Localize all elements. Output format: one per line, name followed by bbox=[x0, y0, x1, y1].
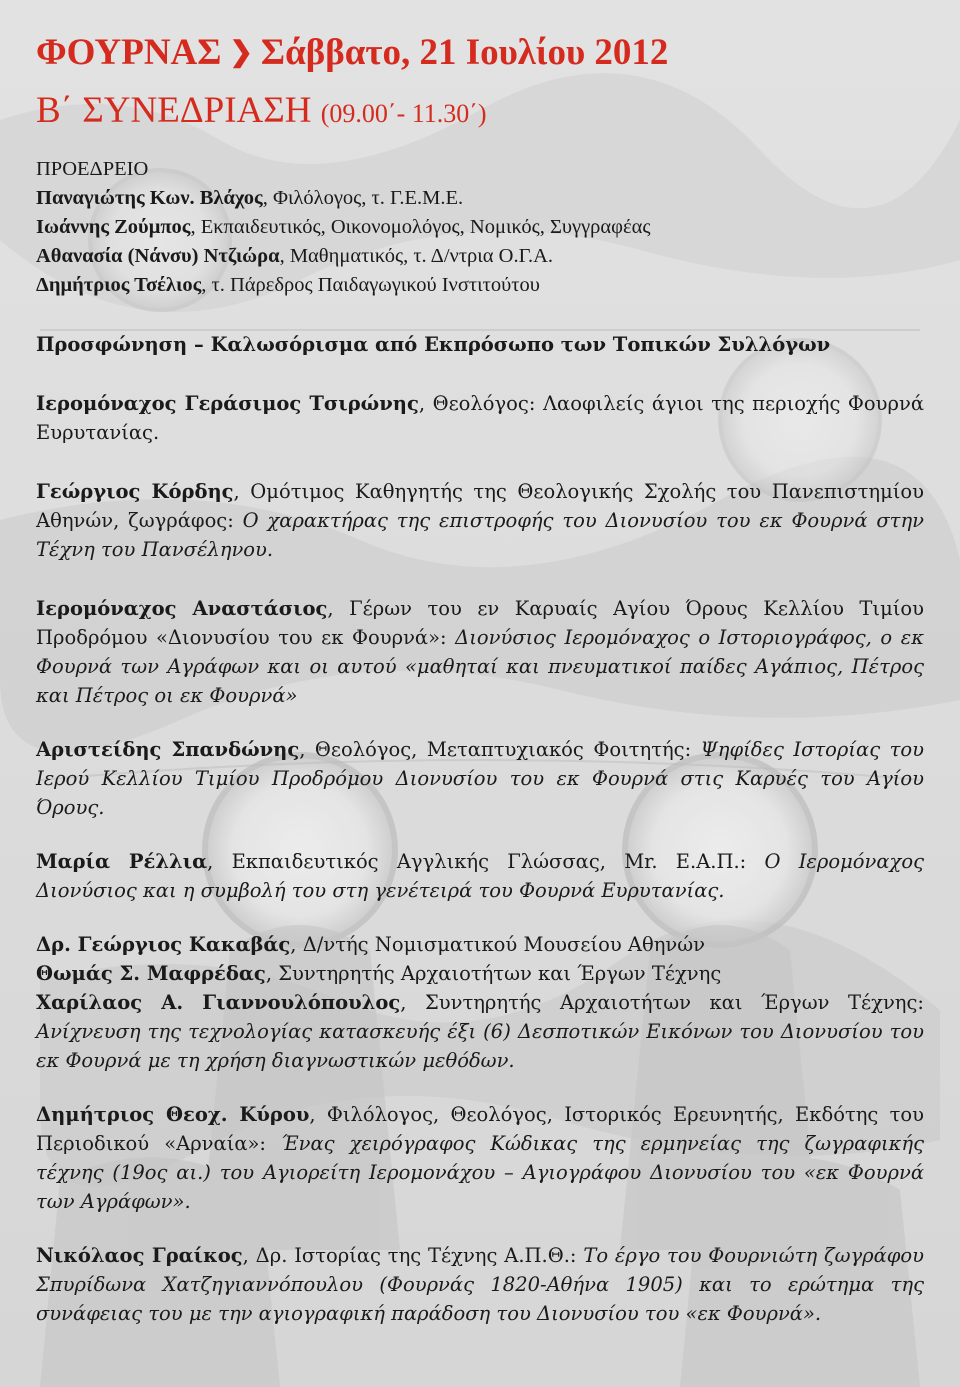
speaker-affiliation: , Ομότιμος Καθηγητής της Θεολογικής Σχολής του Πανεπιστημίου Αθηνών, ζωγράφος: bbox=[36, 480, 924, 532]
presidium-member bbox=[36, 184, 924, 213]
speaker-affiliation: , Συντηρητής Αρχαιοτήτων και Έργων Τέχνης: bbox=[400, 991, 924, 1014]
speaker-name: Γεώργιος Κόρδης bbox=[36, 480, 234, 503]
welcome-line: Προσφώνηση – Καλωσόρισμα από Εκπρόσωπο των Τοπικών Συλλόγων bbox=[36, 333, 831, 356]
talk-entry bbox=[36, 477, 924, 564]
presidium-member bbox=[36, 213, 924, 242]
presidium-heading: ΠΡΟΕΔΡΕΙΟ bbox=[36, 158, 149, 180]
talk-entry bbox=[36, 847, 924, 905]
group-speaker bbox=[36, 930, 924, 959]
date-text: Σάββατο, 21 Ιουλίου 2012 bbox=[260, 32, 669, 73]
speaker-affiliation: , Φιλόλογος, Θεολόγος, Ιστορικός Ερευνητής, Εκδότης του Περιοδικού «Αρναία»: bbox=[36, 1103, 924, 1155]
talk-title: Ο Ιερομόναχος Διονύσιος και η συμβολή του στη γενέτειρά του Φουρνά Ευρυτανίας. bbox=[36, 850, 925, 902]
speaker-affiliation: , Θεολόγος: bbox=[418, 392, 543, 415]
member-role: , τ. Πάρεδρος Παιδαγωγικού Ινστιτούτου bbox=[201, 274, 540, 296]
session-title: Β΄ ΣΥΝΕΔΡΙΑΣΗ bbox=[36, 90, 312, 131]
presidium-block bbox=[36, 155, 924, 300]
session-time: (09.00΄- 11.30΄) bbox=[320, 99, 487, 128]
talk-entry bbox=[36, 735, 924, 822]
talk-title: Ο χαρακτήρας της επιστροφής του Διονυσίου του εκ Φουρνά στην Τέχνη του Πανσέληνου. bbox=[36, 509, 924, 561]
chevron-right-icon: ❯ bbox=[229, 37, 253, 68]
speaker-affiliation: , Εκπαιδευτικός Αγγλικής Γλώσσας, Mr. Ε.Α.Π.: bbox=[207, 850, 765, 873]
talk-title: Το έργο του Φουρνιώτη ζωγράφου Σπυρίδωνα Χατζηγιαννόπουλου (Φουρνάς 1820-Αθήνα 1905) και το ερώτημα της συνάφειας του με την αγιογραφική παράδοση του Διονυσίου του «εκ Φουρνά». bbox=[36, 1244, 925, 1325]
speaker-name: Θωμάς Σ. Μαφρέδας bbox=[36, 962, 266, 985]
speaker-name: Δρ. Γεώργιος Κακαβάς bbox=[36, 933, 291, 956]
talk-entry bbox=[36, 594, 924, 710]
speaker-name: Ιερομόναχος Αναστάσιος bbox=[36, 597, 328, 620]
member-role: , Μαθηματικός, τ. Δ/ντρια Ο.Γ.Α. bbox=[279, 245, 554, 267]
group-talk bbox=[36, 930, 924, 1075]
talk-title: Λαοφιλείς άγιοι της περιοχής Φουρνά Ευρυτανίας. bbox=[36, 392, 924, 444]
talk-title: Ανίχνευση της τεχνολογίας κατασκευής έξι (6) Δεσποτικών Εικόνων του Διονυσίου του εκ Φουρνά με τη χρήση διαγνωστικών μεθόδων. bbox=[36, 1020, 924, 1072]
page-title bbox=[36, 30, 924, 76]
speaker-name: Μαρία Ρέλλια bbox=[36, 850, 208, 873]
speaker-name: Χαρίλαος Α. Γιαννουλόπουλος bbox=[36, 991, 401, 1014]
speaker-affiliation: , Γέρων του εν Καρυαίς Αγίου Όρους Κελλίου Τιμίου Προδρόμου «Διονυσίου του εκ Φουρνά»: bbox=[36, 597, 924, 649]
member-role: , Φιλόλογος, τ. Γ.Ε.Μ.Ε. bbox=[262, 187, 464, 209]
speaker-name: Ιερομόναχος Γεράσιμος Τσιρώνης bbox=[36, 392, 419, 415]
speaker-name: Δημήτριος Θεοχ. Κύρου bbox=[36, 1103, 310, 1126]
session-heading bbox=[36, 88, 924, 137]
member-name: Παναγιώτης Κων. Βλάχος bbox=[36, 187, 263, 209]
speaker-name: Αριστείδης Σπανδώνης bbox=[36, 738, 300, 761]
member-name: Δημήτριος Τσέλιος bbox=[36, 274, 202, 296]
member-name: Αθανασία (Νάνσυ) Ντζιώρα bbox=[36, 245, 280, 267]
member-role: , Εκπαιδευτικός, Οικονομολόγος, Νομικός, Συγγραφέας bbox=[190, 216, 651, 238]
presidium-member bbox=[36, 271, 924, 300]
talk-entry bbox=[36, 1241, 924, 1328]
group-speaker bbox=[36, 959, 924, 988]
talk-entry bbox=[36, 1100, 924, 1216]
talk-title: Διονύσιος Ιερομόναχος ο Ιστοριογράφος, ο εκ Φουρνά των Αγράφων και οι αυτού «μαθηταί και πνευματικοί παίδες Αγάπιος, Πέτρος και Πέτρος οι εκ Φουρνά» bbox=[36, 626, 924, 707]
speaker-affiliation: , Συντηρητής Αρχαιοτήτων και Έργων Τέχνης bbox=[265, 962, 722, 985]
talk-title: Ψηφίδες Ιστορίας του Ιερού Κελλίου Τιμίου Προδρόμου Διονυσίου του εκ Φουρνά στις Καρυές του Αγίου Όρους. bbox=[36, 738, 925, 819]
speaker-affiliation: , Θεολόγος, Μεταπτυχιακός Φοιτητής: bbox=[299, 738, 701, 761]
speaker-affiliation: , Δ/ντής Νομισματικού Μουσείου Αθηνών bbox=[290, 933, 706, 956]
speaker-affiliation: , Δρ. Ιστορίας της Τέχνης Α.Π.Θ.: bbox=[242, 1244, 584, 1267]
group-speaker bbox=[36, 988, 924, 1075]
talk-entry bbox=[36, 389, 924, 447]
speaker-name: Νικόλαος Γραίκος bbox=[36, 1244, 243, 1267]
presidium-member bbox=[36, 242, 924, 271]
talk-title: Ένας χειρόγραφος Κώδικας της ερμηνείας της ζωγραφικής τέχνης (19ος αι.) του Αγιορείτη Ιερομονάχου – Αγιογράφου Διονυσίου του «εκ Φουρνά των Αγράφων». bbox=[36, 1132, 924, 1213]
member-name: Ιωάννης Ζούμπος bbox=[36, 216, 191, 238]
place-name: ΦΟΥΡΝΑΣ bbox=[36, 32, 222, 73]
